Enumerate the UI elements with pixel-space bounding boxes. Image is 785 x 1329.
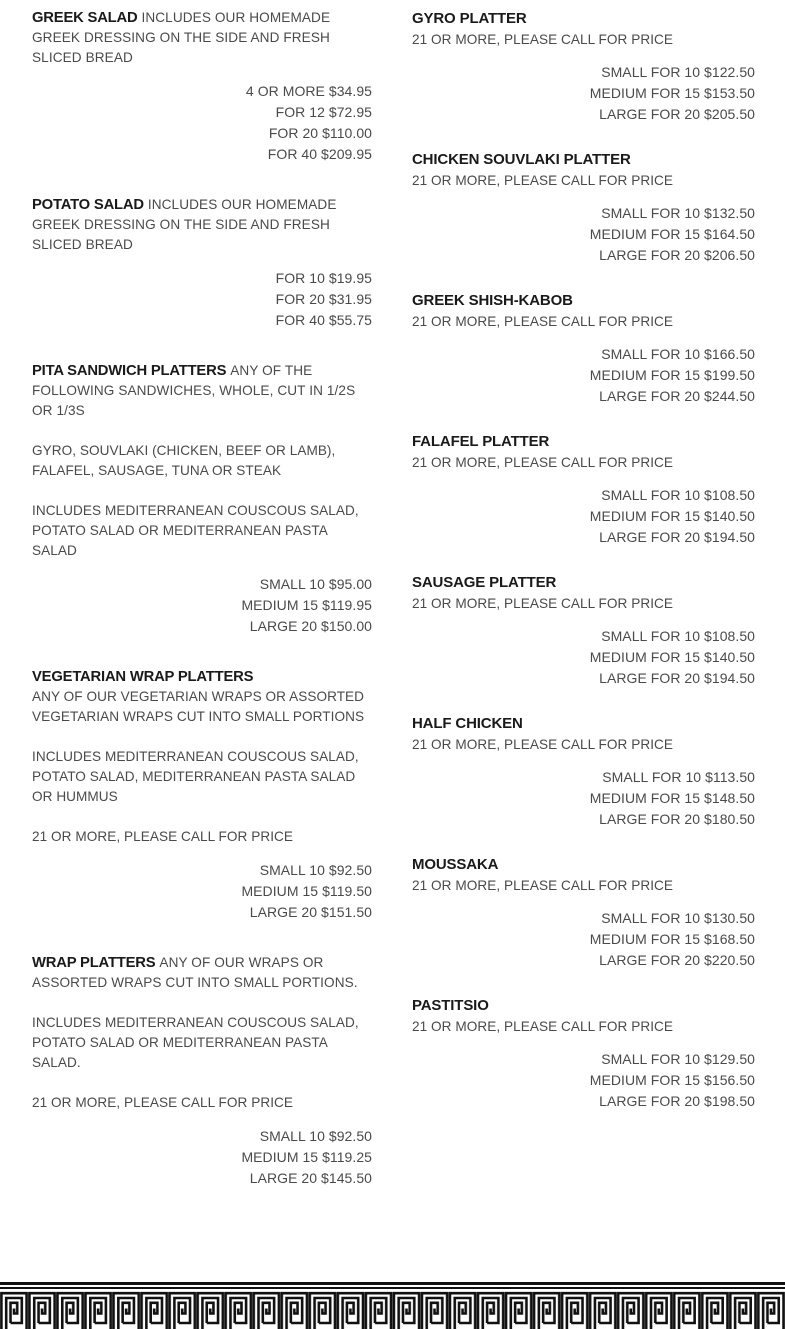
price-line: LARGE FOR 20 $194.50 — [599, 670, 755, 686]
menu-item-heading — [32, 195, 372, 255]
price-line: FOR 40 $55.75 — [275, 312, 372, 328]
menu-item-half-chicken — [412, 713, 755, 830]
price-line: FOR 12 $72.95 — [275, 104, 372, 120]
menu-item-prices — [412, 908, 755, 971]
menu-item-description: ANY OF OUR VEGETARIAN WRAPS OR ASSORTED VEGETARIAN WRAPS CUT INTO SMALL PORTIONS — [32, 689, 365, 724]
menu-item-prices — [412, 203, 755, 266]
menu-item-name: PASTITSIO — [412, 997, 489, 1014]
price-line: LARGE FOR 20 $205.50 — [599, 106, 755, 122]
price-line: SMALL 10 $92.50 — [259, 862, 372, 878]
price-line: LARGE 20 $151.50 — [249, 904, 372, 920]
spacer — [412, 689, 755, 713]
menu-item-name: FALAFEL PLATTER — [412, 433, 550, 450]
price-line: SMALL FOR 10 $130.50 — [601, 910, 755, 926]
menu-item-prices — [32, 1126, 372, 1189]
menu-item-greek-salad — [32, 8, 372, 165]
spacer — [412, 548, 755, 572]
menu-item-greek-shish-kabob — [412, 290, 755, 407]
price-line: LARGE FOR 20 $244.50 — [599, 388, 755, 404]
menu-item-description: INCLUDES MEDITERRANEAN COUSCOUS SALAD, POTATO SALAD OR MEDITERRANEAN PASTA SALAD — [32, 503, 359, 558]
spacer — [412, 830, 755, 854]
price-line: SMALL 10 $92.50 — [259, 1128, 372, 1144]
price-line: FOR 20 $31.95 — [275, 291, 372, 307]
menu-item-pastitsio — [412, 995, 755, 1112]
price-line: MEDIUM FOR 15 $140.50 — [589, 649, 755, 665]
price-line: SMALL FOR 10 $166.50 — [601, 346, 755, 362]
menu-item-prices — [32, 81, 372, 165]
menu-item-moussaka — [412, 854, 755, 971]
menu-item-inline-description: INCLUDES OUR HOMEMADE GREEK DRESSING ON THE SIDE AND FRESH SLICED BREAD — [32, 197, 337, 252]
menu-item-prices — [412, 62, 755, 125]
menu-item-prices — [412, 344, 755, 407]
menu-item-name: GREEK SHISH-KABOB — [412, 292, 573, 309]
menu-item-heading — [32, 361, 372, 421]
menu-item-name: WRAP PLATTERS — [32, 955, 156, 971]
menu-item-call-note: 21 OR MORE, PLEASE CALL FOR PRICE — [412, 878, 674, 893]
menu-item-sausage-platter — [412, 572, 755, 689]
menu-left-column — [0, 0, 400, 1189]
menu-item-name: VEGETARIAN WRAP PLATTERS — [32, 669, 254, 685]
menu-item-prices — [32, 268, 372, 331]
menu-item-description: INCLUDES MEDITERRANEAN COUSCOUS SALAD, POTATO SALAD OR MEDITERRANEAN PASTA SALAD. — [32, 1015, 359, 1070]
price-line: MEDIUM 15 $119.95 — [241, 597, 372, 613]
spacer — [32, 165, 372, 195]
spacer — [412, 971, 755, 995]
price-line: MEDIUM FOR 15 $148.50 — [589, 790, 755, 806]
price-line: LARGE FOR 20 $206.50 — [599, 247, 755, 263]
border-rule-thick — [0, 1282, 785, 1285]
menu-item-call-note: 21 OR MORE, PLEASE CALL FOR PRICE — [412, 455, 674, 470]
menu-item-inline-description: INCLUDES OUR HOMEMADE GREEK DRESSING ON THE SIDE AND FRESH SLICED BREAD — [32, 10, 331, 65]
price-line: MEDIUM 15 $119.50 — [241, 883, 372, 899]
menu-item-call-note: 21 OR MORE, PLEASE CALL FOR PRICE — [412, 32, 674, 47]
price-line: LARGE FOR 20 $180.50 — [599, 811, 755, 827]
price-line: 4 OR MORE $34.95 — [245, 83, 372, 99]
price-line: SMALL FOR 10 $132.50 — [601, 205, 755, 221]
menu-item-description: INCLUDES MEDITERRANEAN COUSCOUS SALAD, POTATO SALAD, MEDITERRANEAN PASTA SALAD OR HUMMUS — [32, 749, 359, 804]
greek-key-meander-icon — [0, 1290, 785, 1329]
menu-item-name: GREEK SALAD — [32, 10, 138, 26]
menu-item-prices — [32, 574, 372, 637]
price-line: MEDIUM 15 $119.25 — [241, 1149, 372, 1165]
menu-item-call-note: 21 OR MORE, PLEASE CALL FOR PRICE — [412, 1019, 674, 1034]
spacer — [412, 125, 755, 149]
menu-item-name: GYRO PLATTER — [412, 10, 527, 27]
menu-item-falafel-platter — [412, 431, 755, 548]
menu-item-prices — [32, 860, 372, 923]
menu-item-description: GYRO, SOUVLAKI (CHICKEN, BEEF OR LAMB), FALAFEL, SAUSAGE, TUNA OR STEAK — [32, 443, 336, 478]
menu-item-inline-description: ANY OF OUR WRAPS OR ASSORTED WRAPS CUT INTO SMALL PORTIONS. — [32, 955, 358, 990]
price-line: SMALL FOR 10 $113.50 — [602, 769, 755, 785]
menu-item-prices — [412, 767, 755, 830]
menu-item-name: CHICKEN SOUVLAKI PLATTER — [412, 151, 631, 168]
menu-item-name: POTATO SALAD — [32, 197, 144, 213]
menu-item-call-note: 21 OR MORE, PLEASE CALL FOR PRICE — [412, 737, 674, 752]
price-line: SMALL FOR 10 $129.50 — [601, 1051, 755, 1067]
menu-item-call-note: 21 OR MORE, PLEASE CALL FOR PRICE — [32, 829, 294, 844]
menu-item-heading — [32, 667, 372, 687]
price-line: FOR 40 $209.95 — [267, 146, 372, 162]
menu-item-call-note: 21 OR MORE, PLEASE CALL FOR PRICE — [412, 596, 674, 611]
menu-item-inline-description: ANY OF THE FOLLOWING SANDWICHES, WHOLE, CUT IN 1/2S OR 1/3S — [32, 363, 356, 418]
menu-item-call-note: 21 OR MORE, PLEASE CALL FOR PRICE — [32, 1095, 294, 1110]
menu-item-heading — [32, 8, 372, 68]
price-line: LARGE FOR 20 $198.50 — [599, 1093, 755, 1109]
spacer — [32, 637, 372, 667]
menu-item-potato-salad — [32, 195, 372, 331]
price-line: SMALL FOR 10 $122.50 — [601, 64, 755, 80]
menu-item-chicken-souvlaki-platter — [412, 149, 755, 266]
menu-item-gyro-platter — [412, 8, 755, 125]
price-line: MEDIUM FOR 15 $156.50 — [589, 1072, 755, 1088]
menu-item-prices — [412, 1049, 755, 1112]
menu-item-heading — [32, 953, 372, 993]
menu-right-column — [400, 0, 785, 1112]
menu-item-name: HALF CHICKEN — [412, 715, 523, 732]
price-line: MEDIUM FOR 15 $168.50 — [589, 931, 755, 947]
menu-item-name: PITA SANDWICH PLATTERS — [32, 363, 227, 379]
price-line: MEDIUM FOR 15 $199.50 — [589, 367, 755, 383]
menu-item-call-note: 21 OR MORE, PLEASE CALL FOR PRICE — [412, 314, 674, 329]
menu-item-pita-sandwich-platters — [32, 361, 372, 637]
price-line: LARGE 20 $150.00 — [249, 618, 372, 634]
price-line: LARGE FOR 20 $194.50 — [599, 529, 755, 545]
spacer — [412, 266, 755, 290]
price-line: LARGE FOR 20 $220.50 — [599, 952, 755, 968]
price-line: SMALL FOR 10 $108.50 — [601, 487, 755, 503]
price-line: SMALL 10 $95.00 — [259, 576, 372, 592]
menu-item-name: MOUSSAKA — [412, 856, 499, 873]
price-line: MEDIUM FOR 15 $140.50 — [589, 508, 755, 524]
menu-item-name: SAUSAGE PLATTER — [412, 574, 557, 591]
menu-item-vegetarian-wrap-platters — [32, 667, 372, 923]
spacer — [32, 331, 372, 361]
price-line: FOR 10 $19.95 — [275, 270, 372, 286]
menu-item-prices — [412, 626, 755, 689]
spacer — [32, 923, 372, 953]
menu-item-wrap-platters — [32, 953, 372, 1189]
menu-item-call-note: 21 OR MORE, PLEASE CALL FOR PRICE — [412, 173, 674, 188]
price-line: FOR 20 $110.00 — [268, 125, 372, 141]
spacer — [412, 407, 755, 431]
border-rule-thin — [0, 1287, 785, 1289]
menu-item-prices — [412, 485, 755, 548]
price-line: MEDIUM FOR 15 $153.50 — [589, 85, 755, 101]
price-line: LARGE 20 $145.50 — [249, 1170, 372, 1186]
price-line: SMALL FOR 10 $108.50 — [601, 628, 755, 644]
page-bottom-border — [0, 1280, 785, 1329]
price-line: MEDIUM FOR 15 $164.50 — [589, 226, 755, 242]
